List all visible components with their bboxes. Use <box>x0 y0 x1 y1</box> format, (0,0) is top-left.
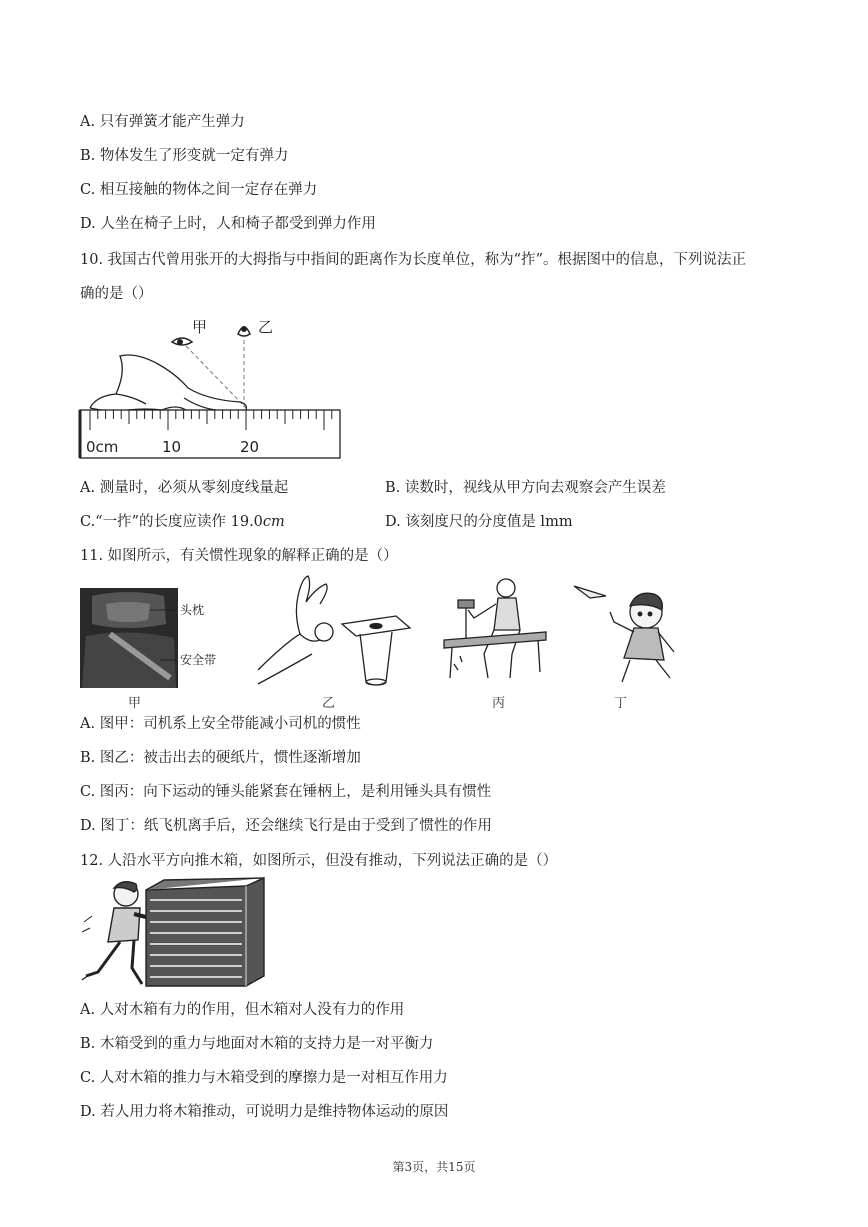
q11-option-b: B. 图乙：被击出去的硬纸片，惯性逐渐增加 <box>80 750 361 766</box>
q11-option-d: D. 图丁：纸飞机离手后，还会继续飞行是由于受到了惯性的作用 <box>80 818 492 834</box>
q12-option-c: C. 人对木箱的推力与木箱受到的摩擦力是一对相互作用力 <box>80 1070 448 1086</box>
q9-option-d: D. 人坐在椅子上时，人和椅子都受到弹力作用 <box>80 216 376 232</box>
q12-option-a: A. 人对木箱有力的作用，但木箱对人没有力的作用 <box>80 1002 405 1018</box>
eye-jia-label: 甲 <box>192 318 208 336</box>
q12-option-d: D. 若人用力将木箱推动，可说明力是维持物体运动的原因 <box>80 1104 449 1120</box>
eye-yi-label: 乙 <box>258 318 274 336</box>
q11-option-a: A. 图甲：司机系上安全带能减小司机的惯性 <box>80 716 361 732</box>
q10-option-c-text: C.“一拃”的长度应读作 19.0 <box>80 514 263 530</box>
q11-caption-ding: 丁 <box>614 696 628 711</box>
q9-option-b: B. 物体发生了形变就一定有弹力 <box>80 148 289 164</box>
q10-option-c <box>80 512 285 532</box>
q12-figure-push-crate <box>78 876 268 990</box>
q10-stem-line1: 10. 我国古代曾用张开的大拇指与中指间的距离作为长度单位，称为“拃”。根据图中的信息，下列说法正 <box>80 252 746 268</box>
q12-stem: 12. 人沿水平方向推木箱，如图所示，但没有推动，下列说法正确的是（） <box>80 853 558 869</box>
q10-option-c-unit: cm <box>262 514 285 530</box>
q10-option-a: A. 测量时，必须从零刻度线量起 <box>80 480 289 496</box>
q11-caption-yi: 乙 <box>322 696 336 711</box>
eye-jia-icon <box>172 338 192 345</box>
q11-figure-yi-card-cup <box>254 574 414 688</box>
q12-option-b: B. 木箱受到的重力与地面对木箱的支持力是一对平衡力 <box>80 1036 434 1052</box>
q10-figure-ruler <box>76 312 346 464</box>
hand-illustration <box>90 355 246 411</box>
q11-caption-bing: 丙 <box>492 696 506 711</box>
ruler-label-0: 0cm <box>86 438 119 456</box>
label-headrest: 头枕 <box>180 603 205 617</box>
eye-yi-icon <box>238 326 250 336</box>
q10-stem-line2: 确的是（） <box>80 286 153 302</box>
label-seatbelt: 安全带 <box>180 653 217 667</box>
q9-option-c: C. 相互接触的物体之间一定存在弹力 <box>80 182 318 198</box>
q11-figure-ding-paper-plane <box>570 582 690 688</box>
q11-figure-jia-car-seat <box>80 588 240 688</box>
page-footer: 第3页，共15页 <box>392 1160 476 1174</box>
ruler-label-20: 20 <box>240 438 260 456</box>
q9-option-a: A. 只有弹簧才能产生弹力 <box>80 114 245 130</box>
q11-caption-jia: 甲 <box>128 696 142 711</box>
q11-figure-bing-hammer <box>440 574 550 688</box>
q11-option-c: C. 图丙：向下运动的锤头能紧套在锤柄上，是利用锤头具有惯性 <box>80 784 492 800</box>
ruler-label-10: 10 <box>162 438 182 456</box>
q11-stem: 11. 如图所示，有关惯性现象的解释正确的是（） <box>80 548 398 564</box>
paper-plane-icon <box>574 586 606 598</box>
q10-option-b: B. 读数时，视线从甲方向去观察会产生误差 <box>385 480 666 496</box>
q10-option-d: D. 该刻度尺的分度值是 lmm <box>385 514 573 530</box>
